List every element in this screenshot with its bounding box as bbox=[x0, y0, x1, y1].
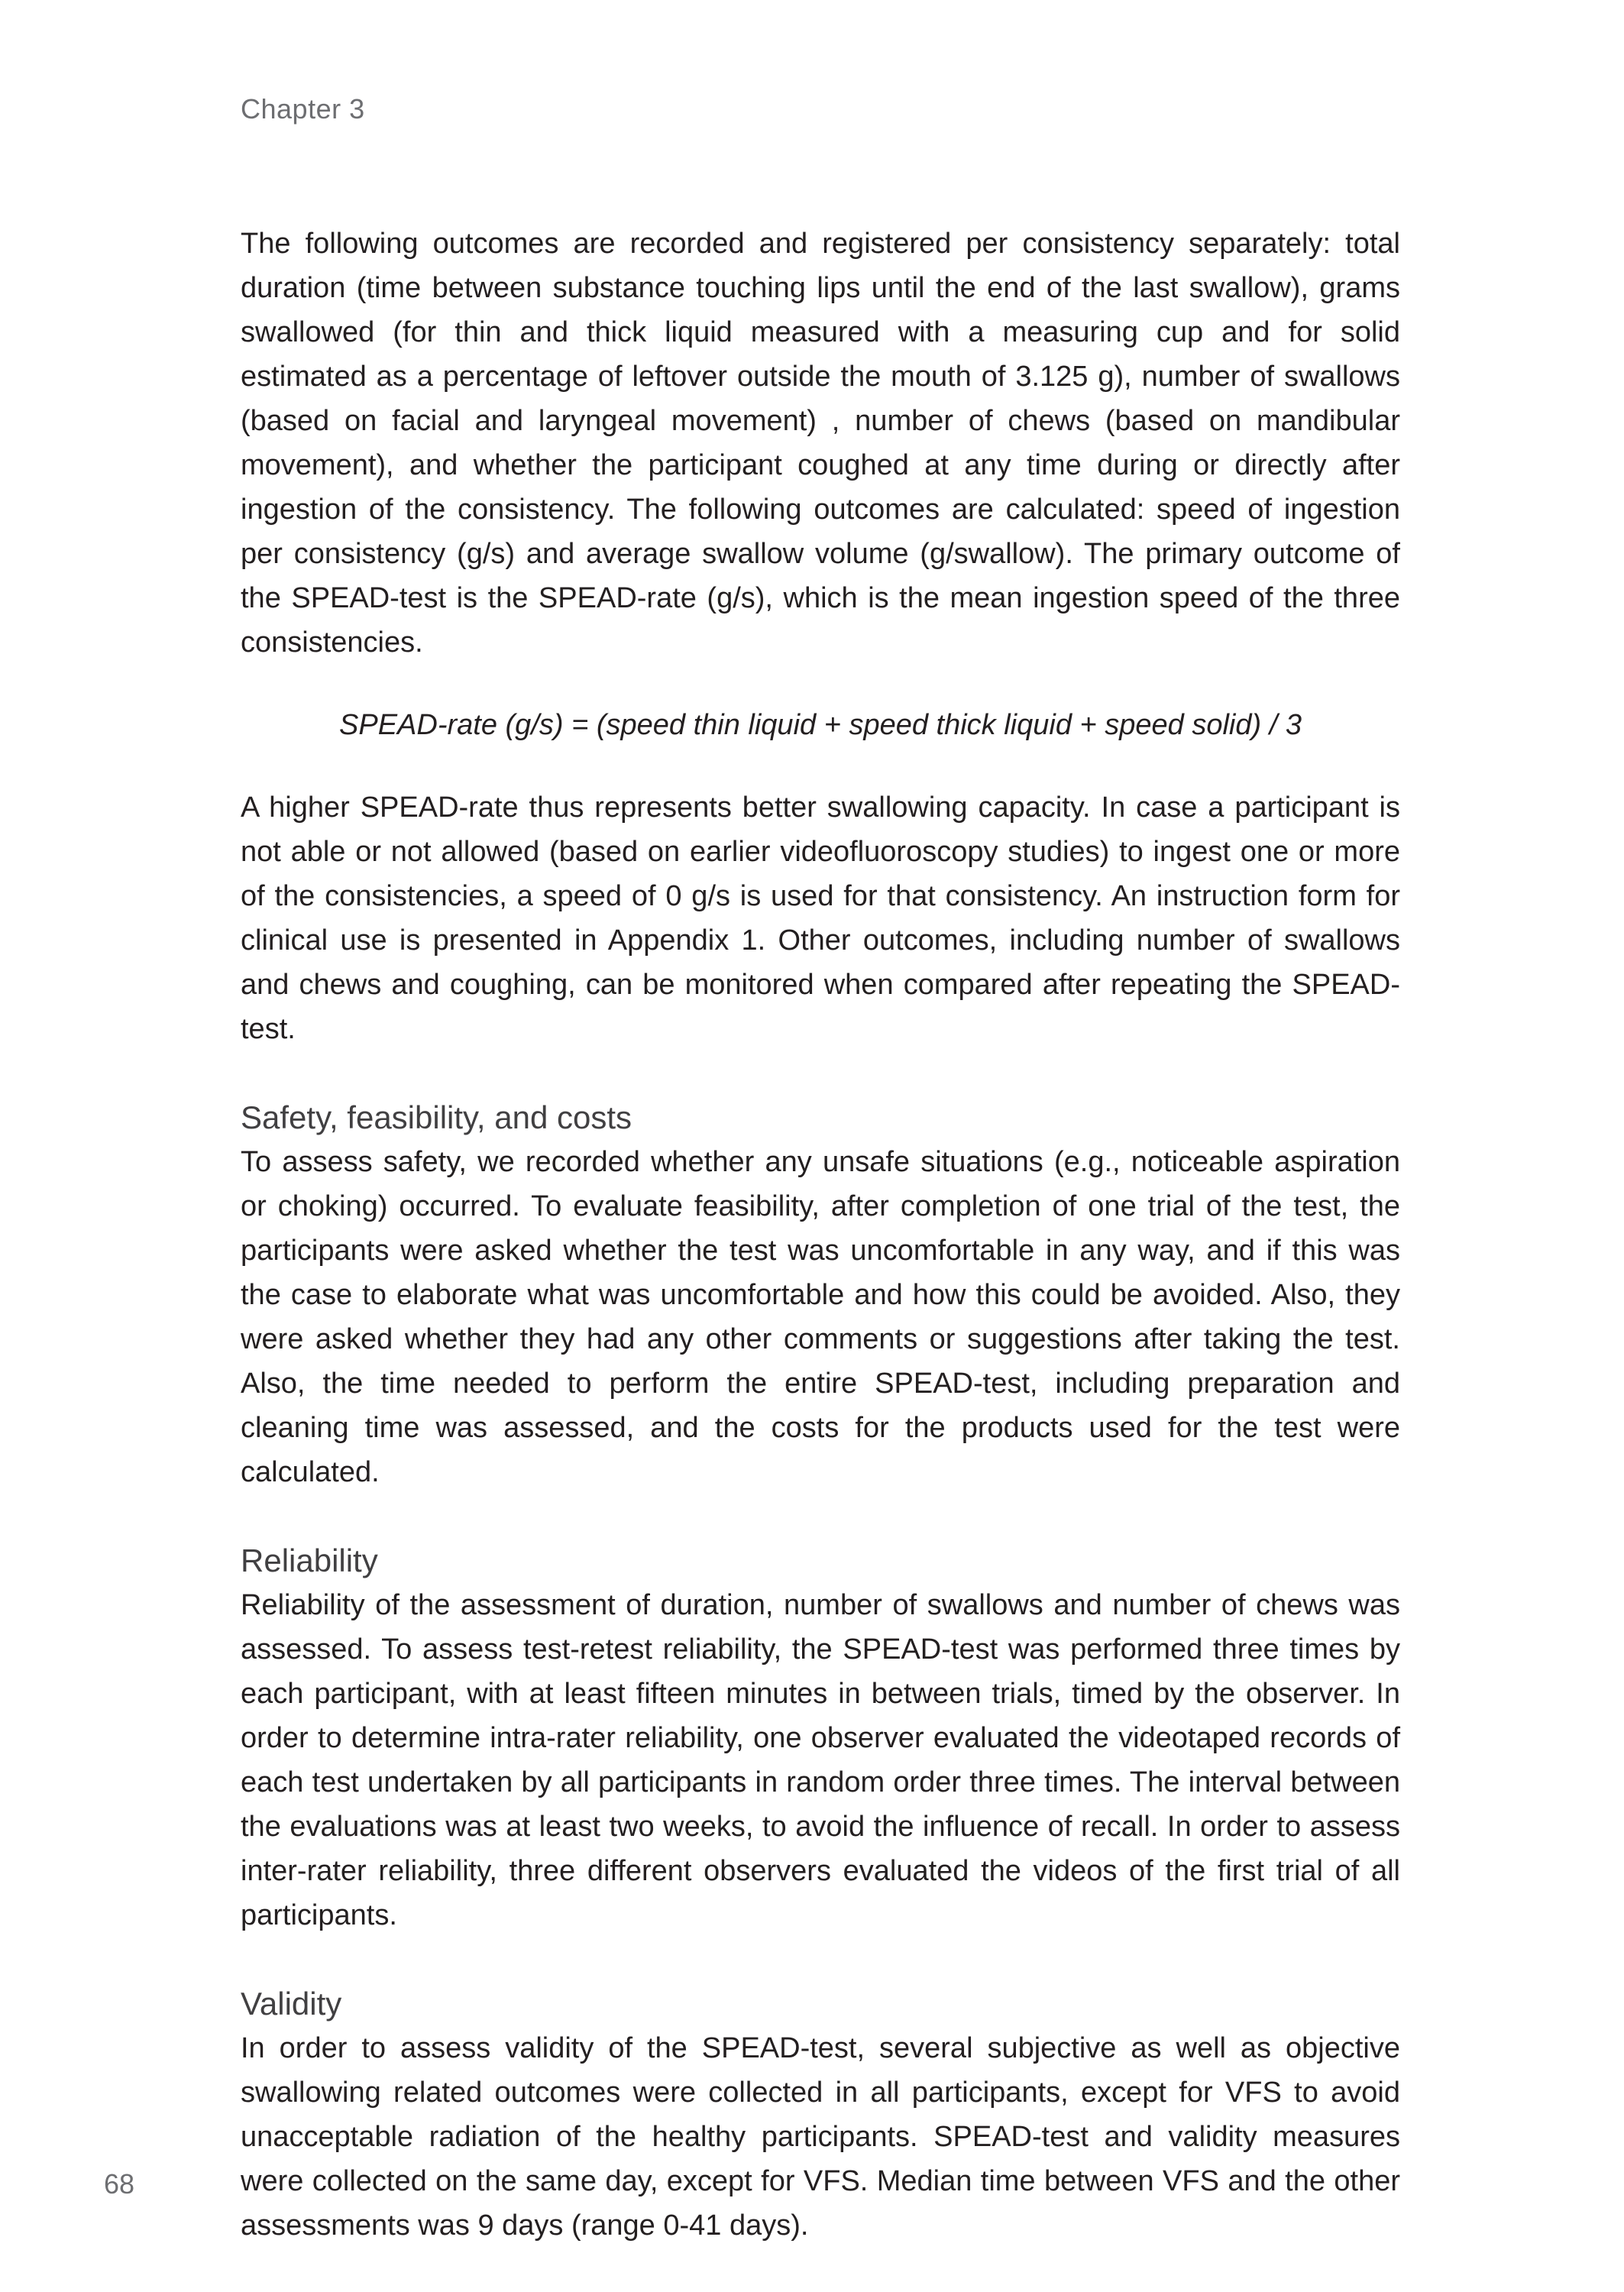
section-body-validity: In order to assess validity of the SPEAD-test, several subjective as well as objective swallowing related outcomes were collected in all participants, except for VFS to avoid unacceptable radiation of the healthy participants. SPEAD-test and validity measures were collected on the same day, except for VFS. Median time between VFS and the other assessments was 9 days (range 0-41 days). bbox=[241, 2032, 1400, 2242]
intro-paragraph: The following outcomes are recorded and registered per consistency separately: total duration (time between substance touching lips until the end of the last swallow), grams swallowed (for thin and thick liquid measured with a measuring cup and for solid estimated as a percentage of leftover outside the mouth of 3.125 g), number of swallows (based on facial and laryngeal movement) , number of chews (based on mandibular movement), and whether the participant coughed at any time during or directly after ingestion of the consistency. The following outcomes are calculated: speed of ingestion per consistency (g/s) and average swallow volume (g/swallow). The primary outcome of the SPEAD-test is the SPEAD-rate (g/s), which is the mean ingestion speed of the three consistencies. bbox=[241, 228, 1400, 659]
intro-paragraph-2: A higher SPEAD-rate thus represents better swallowing capacity. In case a participant is not able or not allowed (based on earlier videofluoroscopy studies) to ingest one or more of the consistencies, a speed of 0 g/s is used for that consistency. An instruction form for clinical use is presented in Appendix 1. Other outcomes, including number of swallows and chews and coughing, can be monitored when compared after repeating the SPEAD-test. bbox=[241, 792, 1400, 1045]
running-head-chapter: Chapter 3 bbox=[241, 93, 365, 125]
page-body bbox=[241, 222, 1400, 2248]
section-heading-safety: Safety, feasibility, and costs bbox=[241, 1099, 632, 1135]
section-heading-validity: Validity bbox=[241, 1986, 342, 2022]
section-spacer bbox=[241, 1938, 1400, 1982]
section-spacer bbox=[241, 1494, 1400, 1539]
section-body-safety: To assess safety, we recorded whether any unsafe situations (e.g., noticeable aspiration or choking) occurred. To evaluate feasibility, after completion of one trial of the test, the participants were asked whether the test was uncomfortable in any way, and if this was the case to elaborate what was uncomfortable and how this could be avoided. Also, they were asked whether they had any other comments or suggestions after taking the test. Also, the time needed to perform the entire SPEAD-test, including preparation and cleaning time was assessed, and the costs for the products used for the test were calculated. bbox=[241, 1146, 1400, 1488]
section-heading-reliability: Reliability bbox=[241, 1543, 378, 1578]
section-spacer bbox=[241, 1051, 1400, 1096]
page-number: 68 bbox=[104, 2168, 135, 2200]
section-body-reliability: Reliability of the assessment of duration, number of swallows and number of chews was assessed. To assess test-retest reliability, the SPEAD-test was performed three times by each participant, with at least fifteen minutes in between trials, timed by the observer. In order to determine intra-rater reliability, one observer evaluated the videotaped records of each test undertaken by all participants in random order three times. The interval between the evaluations was at least two weeks, to avoid the influence of recall. In order to assess inter-rater reliability, three different observers evaluated the videos of the first trial of all participants. bbox=[241, 1589, 1400, 1931]
spead-rate-formula: SPEAD-rate (g/s) = (speed thin liquid + speed thick liquid + speed solid) / 3 bbox=[339, 709, 1302, 741]
